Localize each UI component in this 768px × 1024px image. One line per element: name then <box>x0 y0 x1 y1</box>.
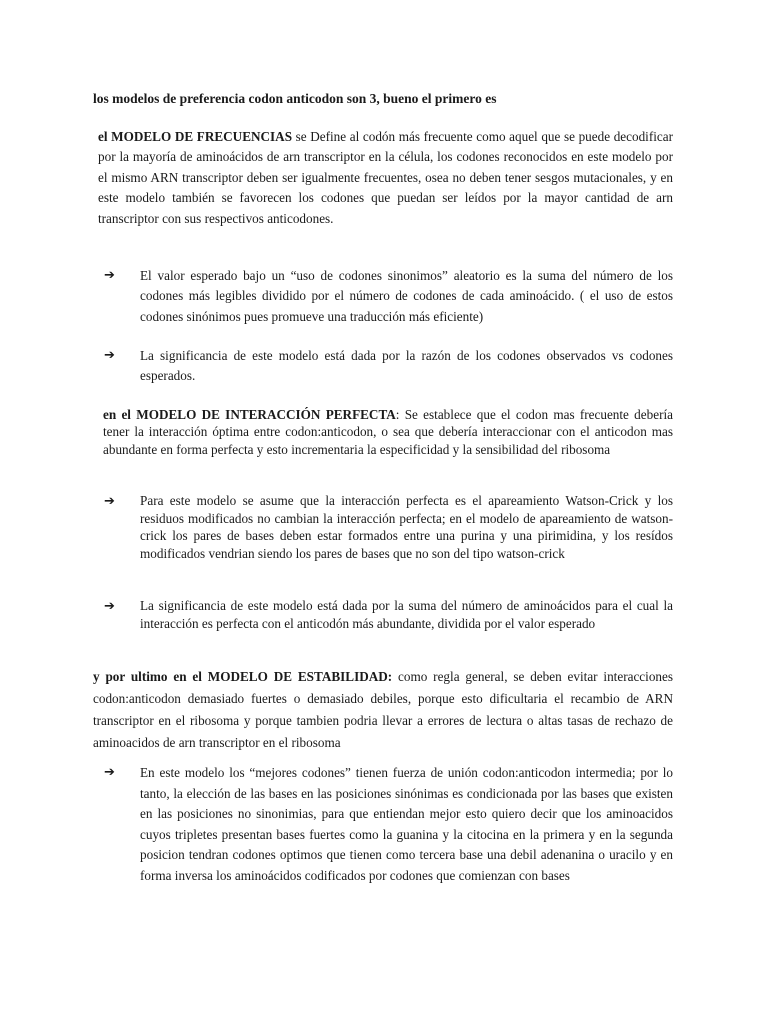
interaccion-bullet-1-text: Para este modelo se asume que la interacción perfecta es el apareamiento Watson-Crick y los residuos modificados no cambian la interacción perfecta; en el modelo de apareamiento de watson- crick los pares de bases deben estar formados entre una purina y una pirimidina, y los resídos modificados vendrian siendo los pares de bases que no son del tipo watson-crick <box>140 493 673 561</box>
frecuencias-lead: el <box>98 129 112 144</box>
interaccion-bullet-2-text: La significancia de este modelo está dada por la suma del número de aminoácidos para el cual la interacción es perfecta con el anticodón más abundante, dividida por el valor esperado <box>140 598 673 631</box>
frecuencias-bullet-1-text: El valor esperado bajo un “uso de codones sinonimos” aleatorio es la suma del número de los codones más legibles dividido por el número de codones de cada aminoácido. ( el uso de estos codones sinónimos pues promueve una traducción más eficiente) <box>140 268 673 324</box>
intro-line: los modelos de preferencia codon anticodon son 3, bueno el primero es <box>93 91 497 106</box>
frecuencias-bullet-2-text: La significancia de este modelo está dada por la razón de los codones observados vs codones esperados. <box>140 348 673 384</box>
interaccion-heading: MODELO DE INTERACCIÓN PERFECTA <box>136 407 396 422</box>
estabilidad-heading: MODELO DE ESTABILIDAD: <box>207 669 393 684</box>
frecuencias-paragraph <box>93 127 673 229</box>
estabilidad-paragraph <box>93 666 673 754</box>
estabilidad-text: como regla general, se deben evitar interacciones codon:anticodon demasiado fuertes o demasiado debiles, porque esto dificultaria el recambio de ARN transcriptor en el ribosoma y porque tambien podria llevar a errores de lectura o altas tasas de rechazo de aminoacidos de arn transcriptor en el ribosoma <box>93 669 673 750</box>
frecuencias-text: se Define al codón más frecuente como aquel que se puede decodificar por la mayoría de aminoácidos de arn transcriptor en la célula, los codones reconocidos en este modelo por el mismo ARN transcriptor deben ser igualmente frecuentes, osea no deben tener sesgos mutacionales, y en este modelo también se favorecen los codones que puedan ser leídos por la mayor cantidad de arn transcriptor con sus respectivos anticodones. <box>98 129 673 226</box>
right-arrow-icon: ➔ <box>104 599 115 614</box>
right-arrow-icon: ➔ <box>104 268 115 283</box>
estabilidad-bullet-1-text: En este modelo los “mejores codones” tienen fuerza de unión codon:anticodon intermedia; por lo tanto, la elección de las bases en las posiciones sinónimas es condicionada por las bases que existen en las posiciones no sinonimias, para que entiendan mejor esto quiero decir que los aminoacidos cuyos tripletes presentan bases fuertes como la guanina y la citocina en la primera y en la segunda posicion tendran codones optimos que tienen como tercera base una debil adenanina o uracilo y en forma inversa los aminoácidos codificados por codones que comienzan con bases <box>140 765 673 883</box>
right-arrow-icon: ➔ <box>104 765 115 780</box>
frecuencias-heading: MODELO DE FRECUENCIAS <box>111 129 293 144</box>
right-arrow-icon: ➔ <box>104 494 115 509</box>
estabilidad-lead: y por ultimo en el <box>93 669 208 684</box>
interaccion-paragraph <box>93 406 673 458</box>
interaccion-lead: en el <box>103 407 137 422</box>
interaccion-text: : Se establece que el codon mas frecuente debería tener la interacción óptima entre codon:anticodon, o sea que debería interaccionar con el anticodon mas abundante en forma perfecta y esto incrementaria la especificidad y la sensibilidad del ribosoma <box>103 407 673 457</box>
right-arrow-icon: ➔ <box>104 348 115 363</box>
